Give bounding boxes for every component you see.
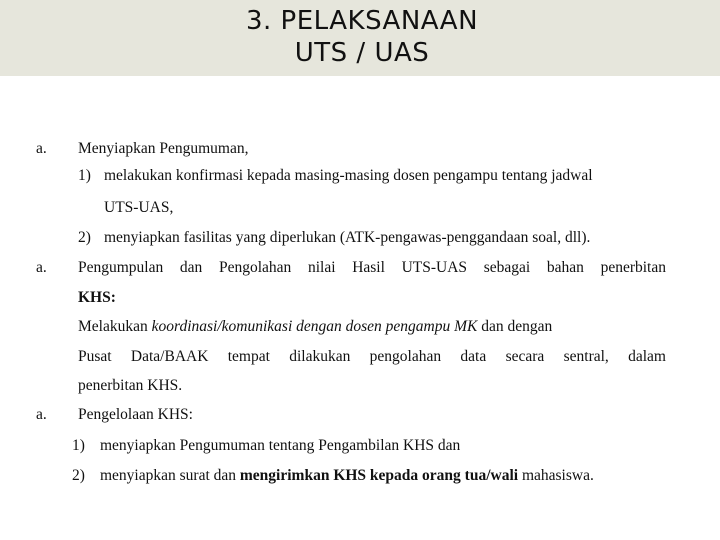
section-3-item-1-text: menyiapkan Pengumuman tentang Pengambilan KHS dan	[100, 437, 461, 454]
section-1-item-1-number: 1)	[78, 167, 91, 184]
section-2-paragraph-italic: koordinasi/komunikasi dengan dosen pengampu MK	[151, 318, 478, 335]
section-3-item-1-number: 1)	[72, 437, 85, 454]
section-1-marker: a.	[36, 140, 47, 157]
section-2-heading-continuation: KHS:	[78, 289, 116, 306]
section-3-marker: a.	[36, 406, 47, 423]
section-3-item-2-bold: mengirimkan KHS kepada orang tua/wali	[239, 467, 519, 484]
section-2-marker: a.	[36, 259, 47, 276]
section-3-item-2-text	[100, 468, 594, 484]
section-2-paragraph-line-3: penerbitan KHS.	[78, 377, 183, 394]
section-3-item-2-pre: menyiapkan surat dan	[100, 467, 240, 484]
section-1-item-1-continuation: UTS-UAS,	[104, 199, 174, 216]
section-3-item-2-post: mahasiswa.	[518, 467, 594, 484]
section-1-heading: Menyiapkan Pengumuman,	[78, 140, 249, 157]
title-bar	[0, 0, 720, 76]
section-2-paragraph-pre: Melakukan	[78, 318, 152, 335]
slide-title-line-2: UTS / UAS	[294, 38, 430, 68]
section-1-item-2-text: menyiapkan fasilitas yang diperlukan (ATK-pengawas-penggandaan soal, dll).	[104, 229, 591, 246]
section-2-paragraph-line-1	[78, 319, 552, 335]
slide-title-line-1: 3. PELAKSANAAN	[245, 6, 479, 36]
section-3-item-2-number: 2)	[72, 467, 85, 484]
section-2-heading: Pengumpulan dan Pengolahan nilai Hasil UTS-UAS sebagai bahan penerbitan	[78, 259, 666, 276]
section-2-paragraph-line-2: Pusat Data/BAAK tempat dilakukan pengolahan data secara sentral, dalam	[78, 348, 666, 365]
section-1-item-1-text: melakukan konfirmasi kepada masing-masing dosen pengampu tentang jadwal	[104, 167, 593, 184]
section-1-item-2-number: 2)	[78, 229, 91, 246]
section-2-paragraph-post: dan dengan	[477, 318, 553, 335]
section-3-heading: Pengelolaan KHS:	[78, 406, 193, 423]
